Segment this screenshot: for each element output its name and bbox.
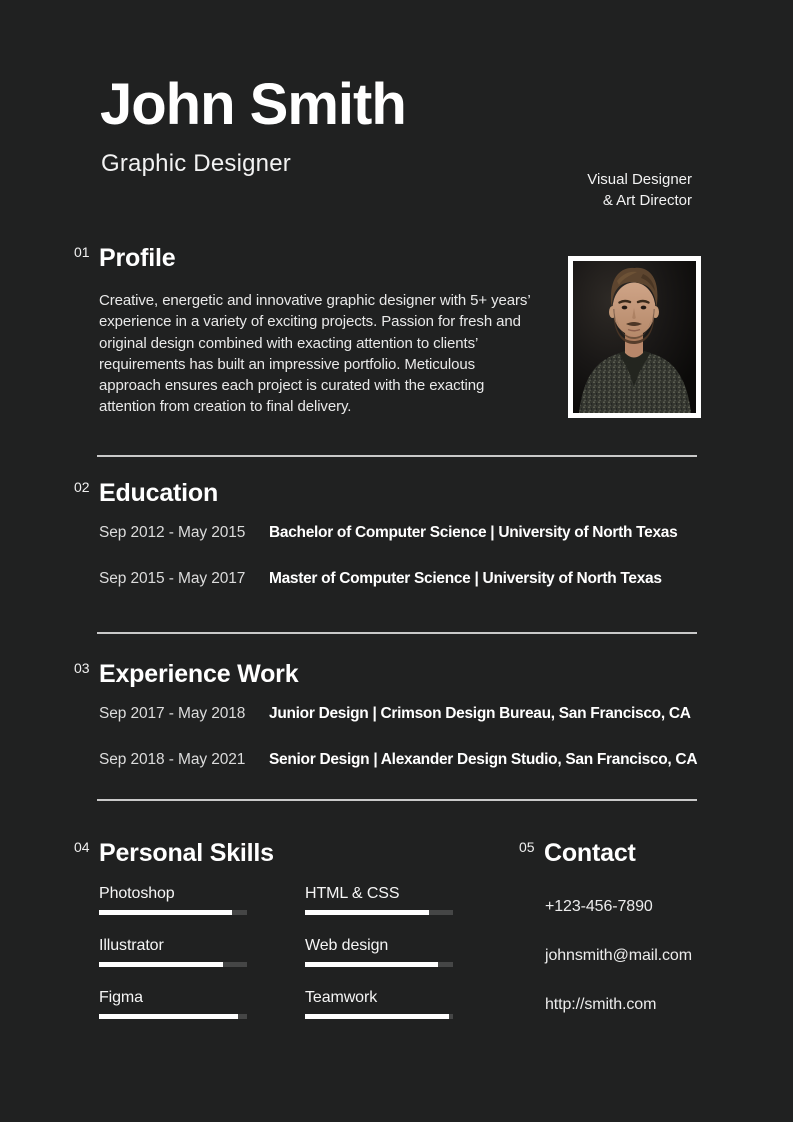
skills-heading xyxy=(74,838,534,868)
skill-bar-fill xyxy=(305,1014,449,1019)
education-section xyxy=(74,478,698,616)
skill-bar-fill xyxy=(305,910,429,915)
skill-item xyxy=(99,936,247,967)
skill-item xyxy=(99,884,247,915)
education-dates: Sep 2012 - May 2015 xyxy=(99,524,246,541)
section-title: Experience Work xyxy=(99,660,299,688)
experience-dates: Sep 2018 - May 2021 xyxy=(99,751,246,768)
contact-heading xyxy=(519,838,719,868)
skill-label: HTML & CSS xyxy=(305,885,400,902)
experience-dates: Sep 2017 - May 2018 xyxy=(99,705,246,722)
education-row xyxy=(99,570,698,588)
profile-photo xyxy=(568,256,701,418)
skill-item xyxy=(305,988,453,1019)
side-title xyxy=(587,169,692,211)
skill-bar-fill xyxy=(99,1014,238,1019)
section-title: Education xyxy=(99,479,219,507)
skill-bar-fill xyxy=(99,910,232,915)
skill-bar-track xyxy=(99,910,247,915)
experience-row xyxy=(99,751,698,769)
skill-label: Web design xyxy=(305,937,389,954)
education-row xyxy=(99,524,698,542)
section-divider xyxy=(97,632,697,634)
skill-bar-track xyxy=(305,910,453,915)
skill-label: Photoshop xyxy=(99,885,175,902)
person-title: Graphic Designer xyxy=(101,150,291,177)
profile-text: Creative, energetic and innovative graphic designer with 5+ years’ experience in a variety of exciting projects. Passion for fresh and original design combined with exacting attention to clients’ requirements has built an impressive portfolio. Meticulous approach ensures each project is curated with the exacting attention from creation to final delivery. xyxy=(99,292,531,416)
skill-item xyxy=(305,884,453,915)
side-title-line1: Visual Designer xyxy=(587,171,692,188)
skill-label: Figma xyxy=(99,989,143,1006)
education-degree: Bachelor of Computer Science | University of North Texas xyxy=(269,524,678,541)
section-number: 05 xyxy=(519,839,535,855)
skill-bar-track xyxy=(305,1014,453,1019)
skill-label: Teamwork xyxy=(305,989,378,1006)
skill-label: Illustrator xyxy=(99,937,164,954)
experience-role: Senior Design | Alexander Design Studio, San Francisco, CA xyxy=(269,751,698,768)
section-number: 04 xyxy=(74,839,90,855)
section-number: 03 xyxy=(74,660,90,676)
education-degree: Master of Computer Science | University of North Texas xyxy=(269,570,662,587)
skill-bar-track xyxy=(305,962,453,967)
section-title: Personal Skills xyxy=(99,839,274,867)
section-title: Contact xyxy=(544,839,636,867)
skill-bar-track xyxy=(99,962,247,967)
experience-role: Junior Design | Crimson Design Bureau, San Francisco, CA xyxy=(269,705,691,722)
side-title-line2: & Art Director xyxy=(602,192,692,209)
experience-heading xyxy=(74,659,698,689)
portrait-illustration xyxy=(573,261,696,413)
section-divider xyxy=(97,455,697,457)
section-number: 02 xyxy=(74,479,90,495)
skill-item xyxy=(99,988,247,1019)
contact-website[interactable]: http://smith.com xyxy=(545,996,657,1013)
experience-row xyxy=(99,705,698,723)
person-name: John Smith xyxy=(100,72,406,137)
skill-bar-fill xyxy=(305,962,438,967)
skills-column-left xyxy=(99,884,247,1040)
contact-phone[interactable]: +123-456-7890 xyxy=(545,898,653,915)
education-dates: Sep 2015 - May 2017 xyxy=(99,570,246,587)
skills-column-right xyxy=(305,884,453,1040)
contact-section xyxy=(519,838,719,1045)
skill-bar-fill xyxy=(99,962,223,967)
section-number: 01 xyxy=(74,244,90,260)
experience-section xyxy=(74,659,698,797)
contact-email[interactable]: johnsmith@mail.com xyxy=(545,947,692,964)
skill-bar-track xyxy=(99,1014,247,1019)
section-title: Profile xyxy=(99,244,176,272)
education-heading xyxy=(74,478,698,508)
skills-section xyxy=(74,838,534,1040)
section-divider xyxy=(97,799,697,801)
skill-item xyxy=(305,936,453,967)
profile-section xyxy=(74,243,698,418)
